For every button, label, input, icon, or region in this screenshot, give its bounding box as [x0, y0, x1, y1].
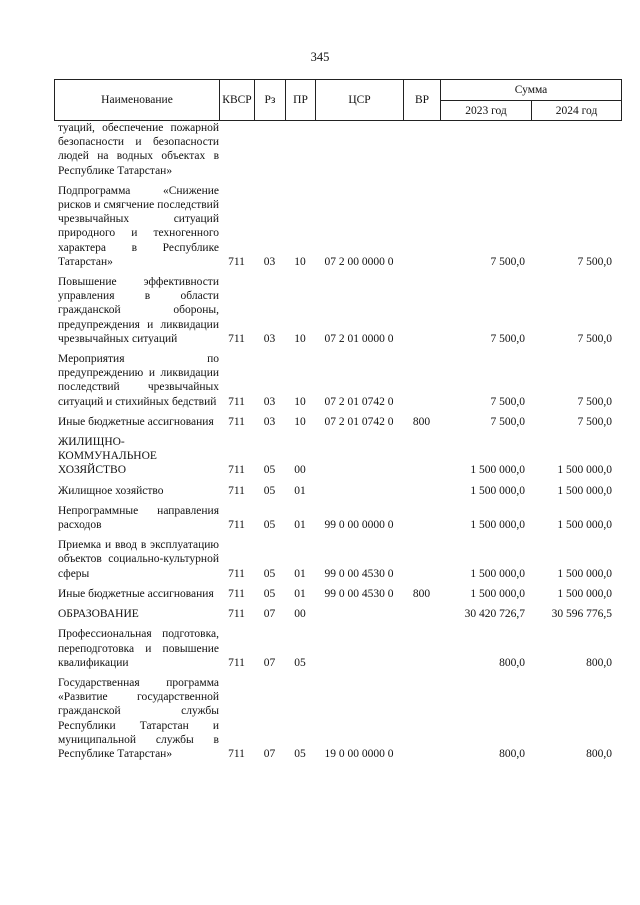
row-sum-2024: 7 500,0 [577, 255, 612, 268]
row-sum-2023: 800,0 [499, 656, 525, 669]
row-vr: 800 [412, 415, 431, 428]
row-name: туаций, обеспечение пожарной безопасности и безопасности людей на водных объектах в Республике Татарстан» [58, 122, 219, 177]
row-name: Подпрограмма «Снижение рисков и смягчение последствий чрезвычайных ситуаций природного и техногенного характера в Республике Татарстан» [58, 184, 219, 268]
row-sum-2024: 800,0 [586, 747, 612, 760]
row-name: Профессиональная подготовка, переподготовка и повышение квалификации [58, 628, 219, 669]
row-rz: 05 [263, 519, 276, 532]
row-sum-2024: 1 500 000,0 [557, 587, 612, 600]
page-number: 345 [310, 50, 330, 64]
row-pr: 00 [294, 464, 306, 477]
table-row [54, 275, 621, 346]
row-vr: 800 [412, 587, 431, 600]
row-sum-2023: 1 500 000,0 [470, 587, 525, 600]
row-kvsr: 711 [228, 484, 245, 497]
row-sum-2023: 7 500,0 [490, 415, 525, 428]
row-sum-2023: 1 500 000,0 [470, 464, 525, 477]
row-sum-2024: 1 500 000,0 [557, 484, 612, 497]
row-kvsr: 711 [228, 567, 245, 580]
header-kvsr: КВСР [220, 80, 255, 121]
row-rz: 07 [263, 608, 276, 621]
row-kvsr: 711 [228, 519, 245, 532]
row-sum-2023: 800,0 [499, 747, 525, 760]
row-name: Повышение эффективности управления в области гражданской обороны, предупреждения и ликвидации чрезвычайных ситуаций [58, 276, 219, 345]
table-body [54, 121, 621, 767]
row-sum-2024: 1 500 000,0 [557, 519, 612, 532]
row-kvsr: 711 [228, 415, 245, 428]
table-row [54, 435, 621, 478]
row-pr: 01 [294, 484, 306, 497]
row-kvsr: 711 [228, 395, 245, 408]
row-name: Непрограммные направления расходов [58, 504, 219, 532]
table-row [54, 538, 621, 581]
row-csr: 99 0 00 0000 0 [324, 519, 394, 532]
header-sum: Сумма [441, 80, 622, 101]
header-csr: ЦСР [316, 80, 404, 121]
row-name: Мероприятия по предупреждению и ликвидации последствий чрезвычайных ситуаций и стихийных бедствий [58, 353, 219, 408]
row-pr: 10 [294, 255, 306, 268]
row-sum-2024: 7 500,0 [577, 332, 612, 345]
row-rz: 05 [263, 587, 276, 600]
row-name: Приемка и ввод в эксплуатацию объектов социально-культурной сферы [58, 539, 219, 580]
header-year-2023: 2023 год [441, 101, 532, 121]
row-csr: 19 0 00 0000 0 [324, 747, 394, 760]
row-name: Иные бюджетные ассигнования [58, 587, 214, 600]
row-pr: 01 [294, 567, 306, 580]
row-csr: 07 2 00 0000 0 [324, 255, 394, 268]
row-sum-2023: 30 420 726,7 [464, 608, 525, 621]
row-rz: 07 [263, 656, 276, 669]
row-rz: 05 [263, 567, 276, 580]
row-pr: 10 [294, 332, 306, 345]
table-row [54, 676, 621, 761]
row-rz: 05 [263, 464, 276, 477]
header-pr: ПР [286, 80, 316, 121]
row-kvsr: 711 [228, 464, 245, 477]
row-kvsr: 711 [228, 255, 245, 268]
row-pr: 05 [294, 747, 306, 760]
row-name: Жилищное хозяйство [58, 484, 164, 497]
header-vr: ВР [404, 80, 441, 121]
row-csr: 99 0 00 4530 0 [324, 587, 394, 600]
row-sum-2024: 800,0 [586, 656, 612, 669]
table-row [54, 607, 621, 621]
row-kvsr: 711 [228, 608, 245, 621]
table-row [54, 627, 621, 670]
row-sum-2024: 1 500 000,0 [557, 567, 612, 580]
row-sum-2024: 7 500,0 [577, 415, 612, 428]
row-name: Иные бюджетные ассигнования [58, 415, 214, 428]
row-kvsr: 711 [228, 587, 245, 600]
header-year-2024: 2024 год [532, 101, 622, 121]
row-csr: 07 2 01 0000 0 [324, 332, 394, 345]
row-name: ЖИЛИЩНО-КОММУНАЛЬНОЕ ХОЗЯЙСТВО [58, 436, 157, 477]
row-sum-2023: 1 500 000,0 [470, 567, 525, 580]
table-row [54, 352, 621, 409]
row-csr: 07 2 01 0742 0 [324, 415, 394, 428]
row-rz: 03 [263, 255, 276, 268]
row-rz: 05 [263, 484, 276, 497]
row-pr: 00 [294, 608, 306, 621]
row-sum-2024: 1 500 000,0 [557, 464, 612, 477]
row-pr: 01 [294, 587, 306, 600]
row-name: Государственная программа «Развитие государственной гражданской службы Республики Татарстан и муниципальной службы в Республике Татарстан» [58, 676, 219, 760]
header-name: Наименование [55, 80, 220, 121]
row-kvsr: 711 [228, 747, 245, 760]
row-sum-2024: 30 596 776,5 [551, 608, 612, 621]
row-pr: 05 [294, 656, 306, 669]
row-kvsr: 711 [228, 656, 245, 669]
row-rz: 07 [263, 747, 276, 760]
row-rz: 03 [263, 415, 276, 428]
row-sum-2023: 1 500 000,0 [470, 484, 525, 497]
row-csr: 07 2 01 0742 0 [324, 395, 394, 408]
row-rz: 03 [263, 395, 276, 408]
table-row [54, 587, 621, 601]
row-pr: 10 [294, 415, 306, 428]
row-kvsr: 711 [228, 332, 245, 345]
table-row [54, 504, 621, 532]
table-row [54, 184, 621, 269]
row-pr: 10 [294, 395, 306, 408]
row-sum-2023: 7 500,0 [490, 255, 525, 268]
table-row [54, 415, 621, 429]
row-sum-2023: 7 500,0 [490, 332, 525, 345]
table-row [54, 484, 621, 498]
table-header [54, 79, 622, 121]
row-csr: 99 0 00 4530 0 [324, 567, 394, 580]
row-sum-2023: 1 500 000,0 [470, 519, 525, 532]
header-rz: Рз [255, 80, 286, 121]
row-pr: 01 [294, 519, 306, 532]
row-sum-2023: 7 500,0 [490, 395, 525, 408]
table-row [54, 121, 621, 178]
row-rz: 03 [263, 332, 276, 345]
row-sum-2024: 7 500,0 [577, 395, 612, 408]
row-name: ОБРАЗОВАНИЕ [58, 608, 139, 621]
